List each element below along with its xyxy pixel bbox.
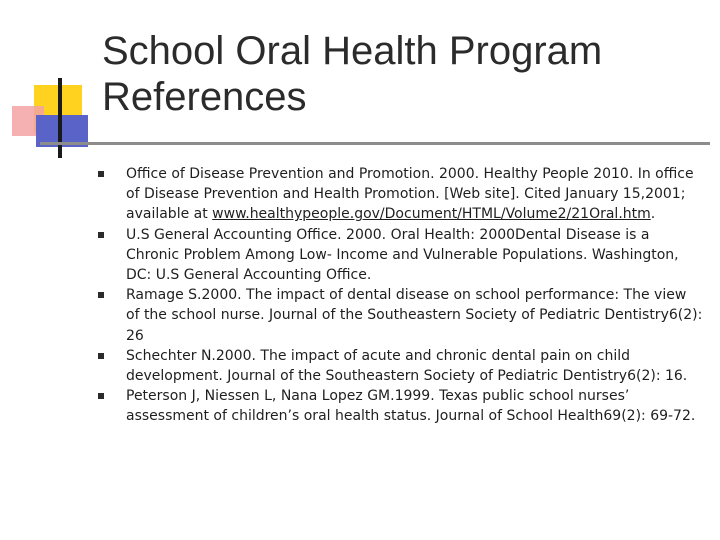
- reference-text: Office of Disease Prevention and Promotion. 2000. Healthy People 2010. In office of Disease Prevention and Health Promotion. [Web site]. Cited January 15,2001; available at: [126, 166, 694, 223]
- bullet-square-icon: [98, 171, 104, 177]
- reference-item: [98, 386, 703, 426]
- reference-text: Peterson J, Niessen L, Nana Lopez GM.1999. Texas public school nurses’ assessment of children’s oral health status. Journal of School Health69(2): 69-72.: [126, 388, 696, 425]
- slide-title-line-1: School Oral Health Program: [102, 29, 603, 73]
- reference-text: U.S General Accounting Office. 2000. Oral Health: 2000Dental Disease is a Chronic Problem Among Low- Income and Vulnerable Populations. Washington, DC: U.S General Accounting Office.: [126, 226, 679, 284]
- decorative-vertical-line: [58, 78, 62, 158]
- slide-title: [102, 28, 602, 120]
- reference-item: [98, 346, 703, 386]
- reference-link-suffix: .: [650, 206, 656, 223]
- reference-list: [98, 164, 703, 427]
- title-underline-divider: [40, 142, 710, 145]
- bullet-square-icon: [98, 232, 104, 238]
- reference-item: [98, 225, 703, 286]
- bullet-square-icon: [98, 353, 104, 359]
- slide-title-line-2: References: [102, 75, 307, 119]
- bullet-square-icon: [98, 292, 104, 298]
- reference-item: [98, 285, 703, 346]
- reference-item: [98, 164, 703, 225]
- reference-text: Ramage S.2000. The impact of dental disease on school performance: The view of the school nurse. Journal of the Southeastern Society of Pediatric Dentistry6(2): 26: [126, 287, 703, 344]
- bullet-square-icon: [98, 393, 104, 399]
- reference-link[interactable]: www.healthypeople.gov/Document/HTML/Volume2/21Oral.htm: [212, 206, 651, 223]
- reference-text: Schechter N.2000. The impact of acute and chronic dental pain on child development. Journal of the Southeastern Society of Pediatric Dentistry6(2): 16.: [126, 347, 688, 385]
